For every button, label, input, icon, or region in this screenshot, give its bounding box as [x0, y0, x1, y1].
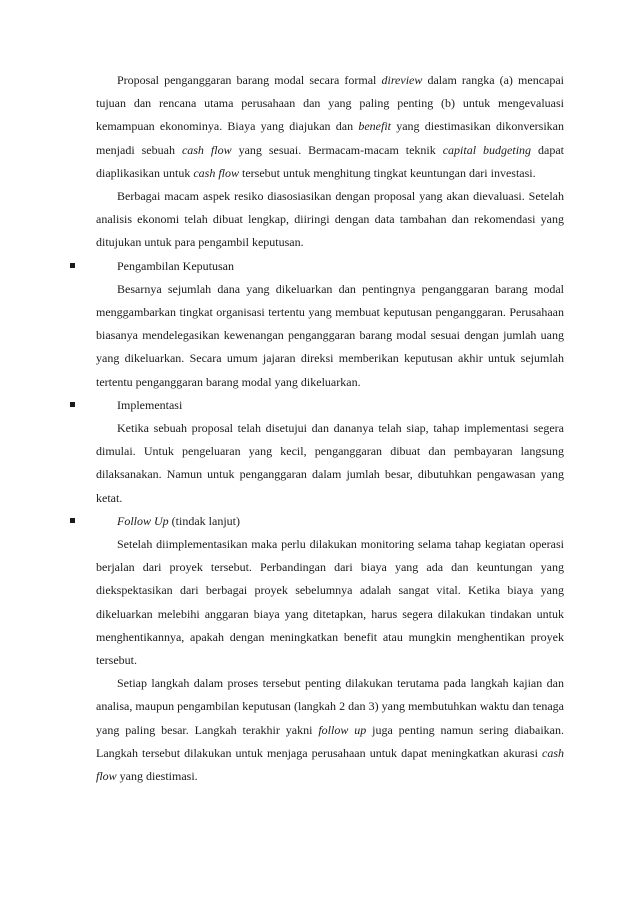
italic-text-run: cash flow: [193, 165, 239, 180]
text-run: Proposal penganggaran barang modal secara formal: [117, 73, 382, 87]
square-bullet-icon: [70, 518, 75, 523]
paragraph-setiap-langkah: [96, 672, 564, 788]
text-run: Ketika sebuah proposal telah disetujui dan dananya telah siap, tahap implementasi segera dimulai. Untuk pengeluaran yang kecil, penganggaran dibuat dan pembayaran langsung dilaksanakan. Namun untuk penganggaran dalam jumlah besar, dibutuhkan pengawasan yang ketat.: [96, 421, 564, 505]
italic-text-run: capital budgeting: [442, 142, 532, 157]
text-run: Setiap langkah dalam proses tersebut penting dilakukan terutama pada langkah kajian dan analisa, maupun pengambilan keputusan (langkah 2 dan 3) yang membutuhkan waktu dan tenaga yang paling besar. Langkah terakhir yakni: [96, 676, 564, 737]
text-run: (tindak lanjut): [168, 513, 240, 528]
text-run: dapat diaplikasikan untuk: [96, 142, 565, 180]
text-run: yang diestimasikan dikonversikan menjadi sebuah: [96, 119, 564, 157]
italic-text-run: direview: [381, 73, 423, 87]
italic-text-run: benefit: [358, 119, 391, 134]
text-run: Pengambilan Keputusan: [117, 258, 234, 273]
heading-pengambilan-keputusan: [96, 255, 564, 278]
square-bullet-icon: [70, 263, 75, 268]
text-run: dalam rangka (a) mencapai tujuan dan rencana utama perusahaan dan yang paling penting (b) untuk mengevaluasi kemampuan ekonominya. Biaya yang diajukan dan: [96, 73, 565, 134]
heading-implementasi: [96, 394, 564, 417]
italic-text-run: Follow Up: [117, 513, 169, 528]
text-run: Setelah diimplementasikan maka perlu dilakukan monitoring selama tahap kegiatan operasi berjalan dari proyek tersebut. Perbandingan dari biaya yang ada dan keuntungan yang diekspektasikan dari berbagai proyek sebelumnya adalah sangat vital. Ketika biaya yang dikeluarkan melebihi anggaran biaya yang ditetapkan, harus segera dilakukan tindakan untuk menghentikannya, apakah dengan meningkatkan benefit atau mungkin menghentikan proyek tersebut.: [96, 537, 564, 668]
text-run: juga penting namun sering diabaikan. Langkah tersebut dilakukan untuk menjaga perusahaan untuk dapat meningkatkan akurasi: [96, 722, 564, 760]
heading-follow-up: [96, 510, 564, 533]
italic-text-run: cash flow: [181, 142, 232, 157]
text-run: yang sesuai. Bermacam-macam teknik: [231, 142, 443, 157]
document-body: [96, 69, 564, 788]
text-run: Implementasi: [117, 397, 183, 412]
text-run: yang diestimasi.: [116, 769, 198, 784]
square-bullet-icon: [70, 402, 75, 407]
text-run: Berbagai macam aspek resiko diasosiasikan dengan proposal yang akan dievaluasi. Setelah analisis ekonomi telah dibuat lengkap, diiringi dengan data tambahan dan rekomendasi yang ditujukan untuk para pengambil keputusan.: [96, 189, 564, 250]
text-run: tersebut untuk menghitung tingkat keuntungan dari investasi.: [239, 165, 536, 180]
paragraph-proposal-formal: [96, 69, 564, 185]
paragraph-aspek-resiko: [96, 185, 564, 255]
italic-text-run: cash flow: [96, 745, 564, 784]
paragraph-follow-up: [96, 533, 564, 672]
paragraph-implementasi: [96, 417, 564, 510]
italic-text-run: follow up: [318, 722, 367, 737]
paragraph-pengambilan-keputusan: [96, 278, 564, 394]
text-run: Besarnya sejumlah dana yang dikeluarkan dan pentingnya penganggaran barang modal menggambarkan tingkat organisasi tertentu yang membuat keputusan penganggaran. Perusahaan biasanya mendelegasikan kewenangan penganggaran barang modal sesuai dengan jumlah uang yang dikeluarkan. Secara umum jajaran direksi memberikan keputusan akhir untuk sejumlah tertentu penganggaran barang modal yang dikeluarkan.: [96, 281, 564, 389]
